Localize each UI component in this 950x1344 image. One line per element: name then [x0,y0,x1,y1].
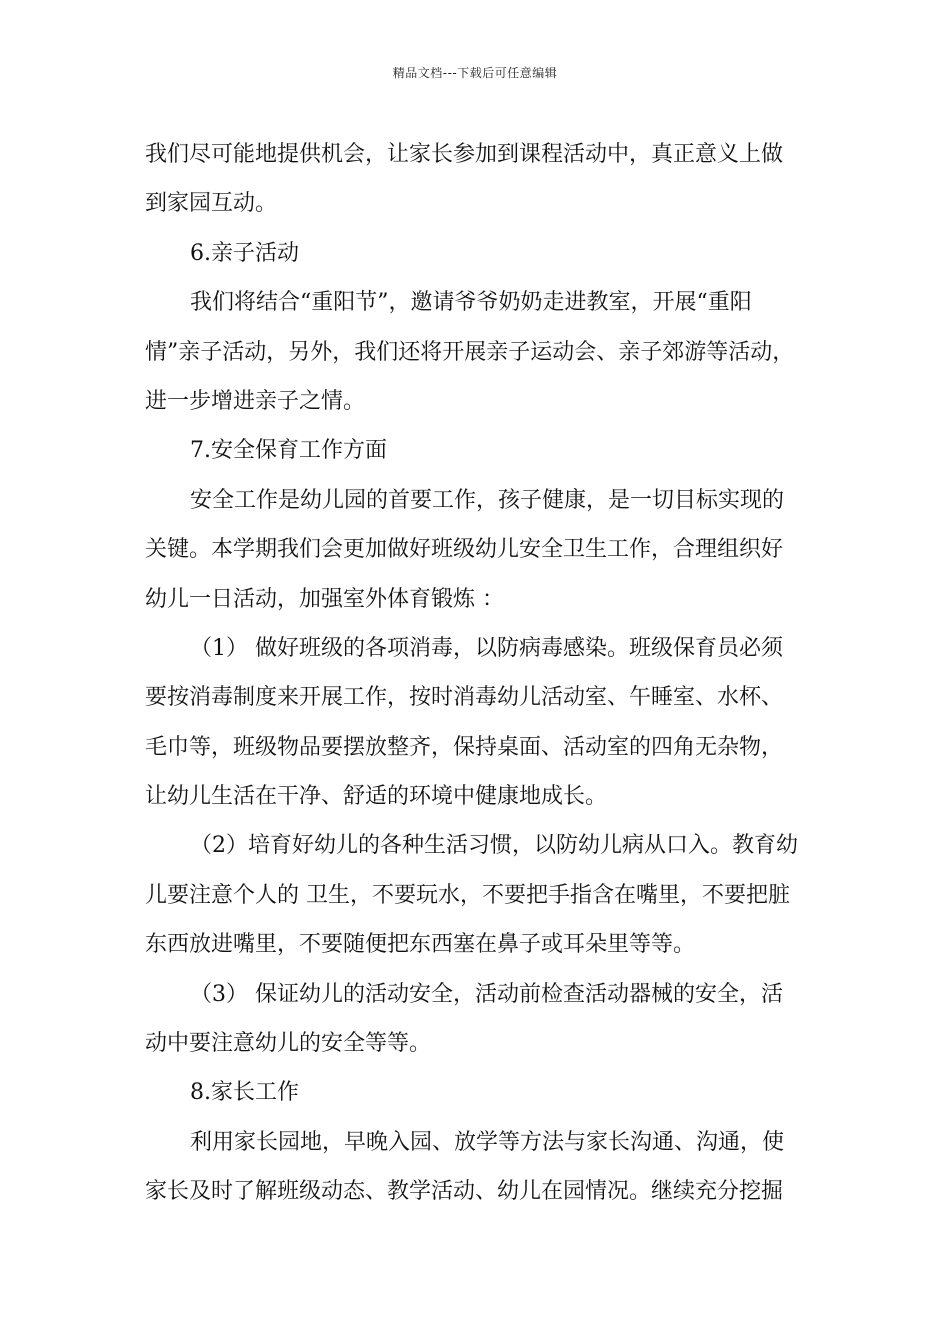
text-line-content: 儿要注意个人的 卫生，不要玩水，不要把手指含在嘴里，不要把脏 [145,882,790,908]
text-line [145,920,825,969]
text-line-content: （2）培育好幼儿的各种生活习惯，以防幼儿病从口入。教育幼 [190,833,798,859]
text-line [145,772,825,821]
text-line [145,278,825,327]
text-line [145,1118,825,1167]
text-line-content: 7.安全保育工作方面 [190,438,387,464]
text-line-content: 关键。本学期我们会更加做好班级幼儿安全卫生工作，合理组织好 [145,537,784,563]
text-line-content: 要按消毒制度来开展工作，按时消毒幼儿活动室、午睡室、水杯、 [145,685,784,711]
text-line-content: 利用家长园地，早晚入园、放学等方法与家长沟通、沟通，使 [190,1129,785,1155]
text-line [145,377,825,426]
page-header: 精品文档---下载后可任意编辑 [392,66,558,80]
text-line-content: 情”亲子活动，另外，我们还将开展亲子运动会、亲子郊游等活动， [145,339,795,365]
text-line-content: （3） 保证幼儿的活动安全，活动前检查活动器械的安全，活 [190,981,783,1007]
text-line-content: 幼儿一日活动，加强室外体育锻炼 ： [145,586,504,612]
text-line [145,821,825,870]
text-line-content: 家长及时了解班级动态、教学活动、幼儿在园情况。继续充分挖掘 [145,1179,784,1205]
text-line-content: 进一步增进亲子之情。 [145,388,366,414]
text-line [145,673,825,722]
text-line [145,624,825,673]
text-line [145,476,825,525]
text-line [145,723,825,772]
text-line-content: 我们尽可能地提供机会，让家长参加到课程活动中，真正意义上做 [145,142,784,167]
text-line [145,1167,825,1216]
text-line [145,575,825,624]
text-line [145,426,825,475]
text-line-content: 毛巾等，班级物品要摆放整齐，保持桌面、活动室的四角无杂物， [145,734,784,760]
text-line [145,970,825,1019]
text-line-content: 到家园互动。 [145,191,278,217]
text-line [145,130,825,179]
text-line [145,179,825,228]
text-line [145,1068,825,1117]
text-line [145,229,825,278]
text-line [145,1019,825,1068]
text-line-content: 东西放进嘴里，不要随便把东西塞在鼻子或耳朵里等等。 [145,932,696,958]
text-line [145,328,825,377]
text-line [145,871,825,920]
text-line-content: 6.亲子活动 [190,240,299,266]
document-body [145,130,825,1217]
text-line-content: 我们将结合“重阳节”，邀请爷爷奶奶走进教室，开展“重阳 [190,290,752,316]
text-line-content: 安全工作是幼儿园的首要工作，孩子健康，是一切目标实现的 [190,487,785,513]
text-line [145,525,825,574]
text-line-content: 8.家长工作 [190,1080,299,1106]
text-line-content: 动中要注意幼儿的安全等等。 [145,1031,432,1057]
text-line-content: （1） 做好班级的各项消毒，以防病毒感染。班级保育员必须 [190,635,783,661]
text-line-content: 让幼儿生活在干净、舒适的环境中健康地成长。 [145,784,608,810]
